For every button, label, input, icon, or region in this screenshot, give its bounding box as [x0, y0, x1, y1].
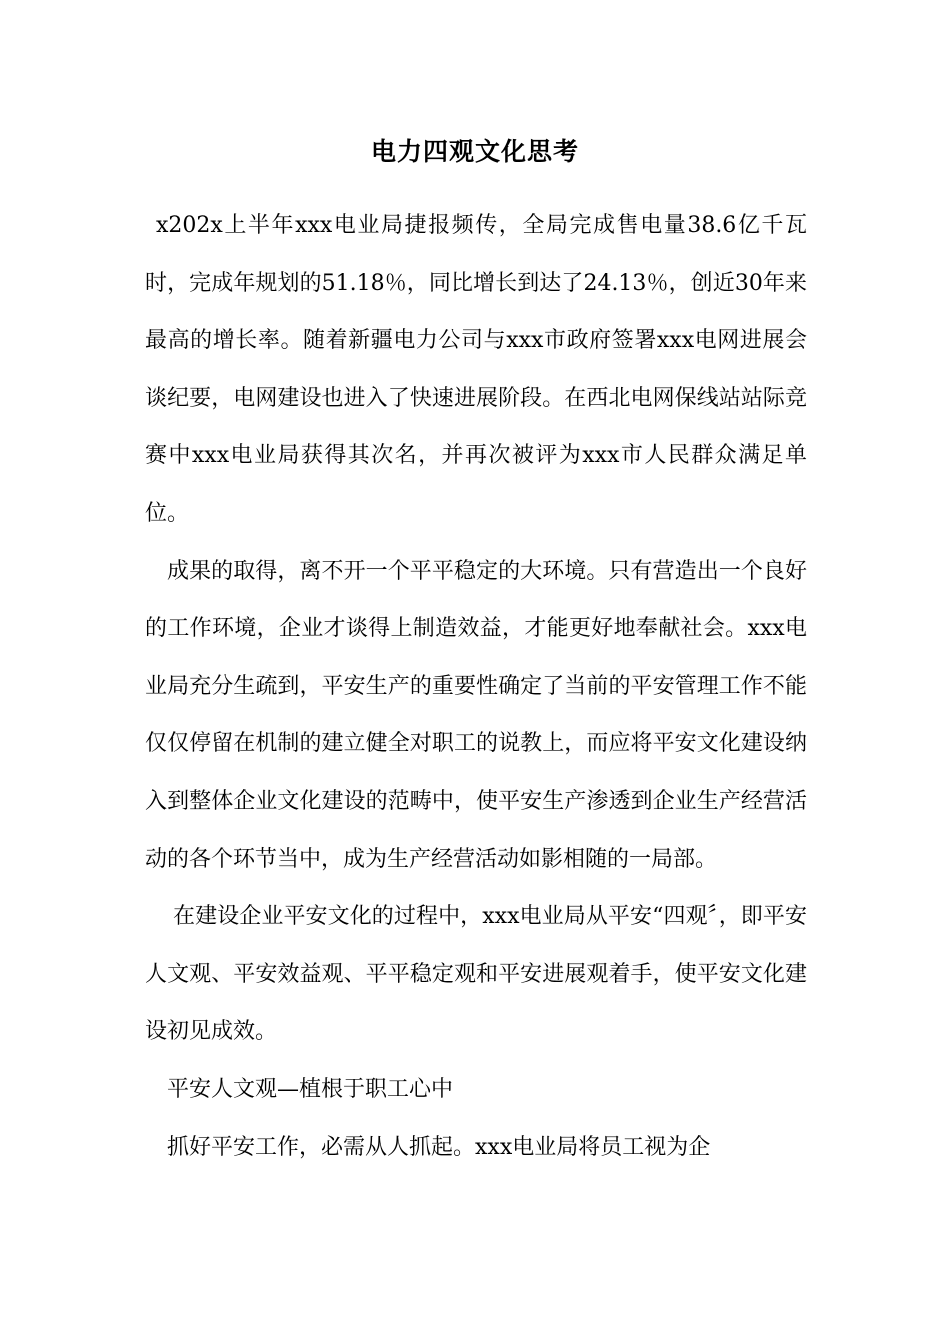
section-heading-humanistic-view: 平安人文观—植根于职工心中 — [167, 1076, 454, 1102]
paragraph-safety-environment: 成果的取得，离不开一个平平稳定的大环境。只有营造出一个良好的工作环境，企业才谈得上制造效益，才能更好地奉献社会。xxx电业局充分生疏到，平安生产的重要性确定了当前的平安管理工作不能仅仅停留在机制的建立健全对职工的说教上，而应将平安文化建设纳入到整体企业文化建设的范畴中，使平安生产渗透到企业生产经营活动的各个环节当中，成为生产经营活动如影相随的一局部。 — [145, 558, 807, 872]
document-title: 电力四观文化思考 — [370, 137, 579, 166]
document-body — [145, 197, 807, 1176]
paragraph-sales-results: x202x上半年xxx电业局捷报频传，全局完成售电量38.6亿千瓦时，完成年规划的51.18％，同比增长到达了24.13％，创近30年来最高的增长率。随着新疆电力公司与xxx市政府签署xxx电网进展会谈纪要，电网建设也进入了快速进展阶段。在西北电网保线站站际竞赛中xxx电业局获得其次名，并再次被评为xxx市人民群众满足单位。 — [145, 213, 807, 526]
paragraph-start-from-people: 抓好平安工作，必需从人抓起。xxx电业局将员工视为企 — [167, 1134, 711, 1160]
paragraph-four-views: 在建设企业平安文化的过程中，xxx电业局从平安“四观〞，即平安人文观、平安效益观、平平稳定观和平安进展观着手，使平安文化建设初见成效。 — [145, 904, 807, 1045]
